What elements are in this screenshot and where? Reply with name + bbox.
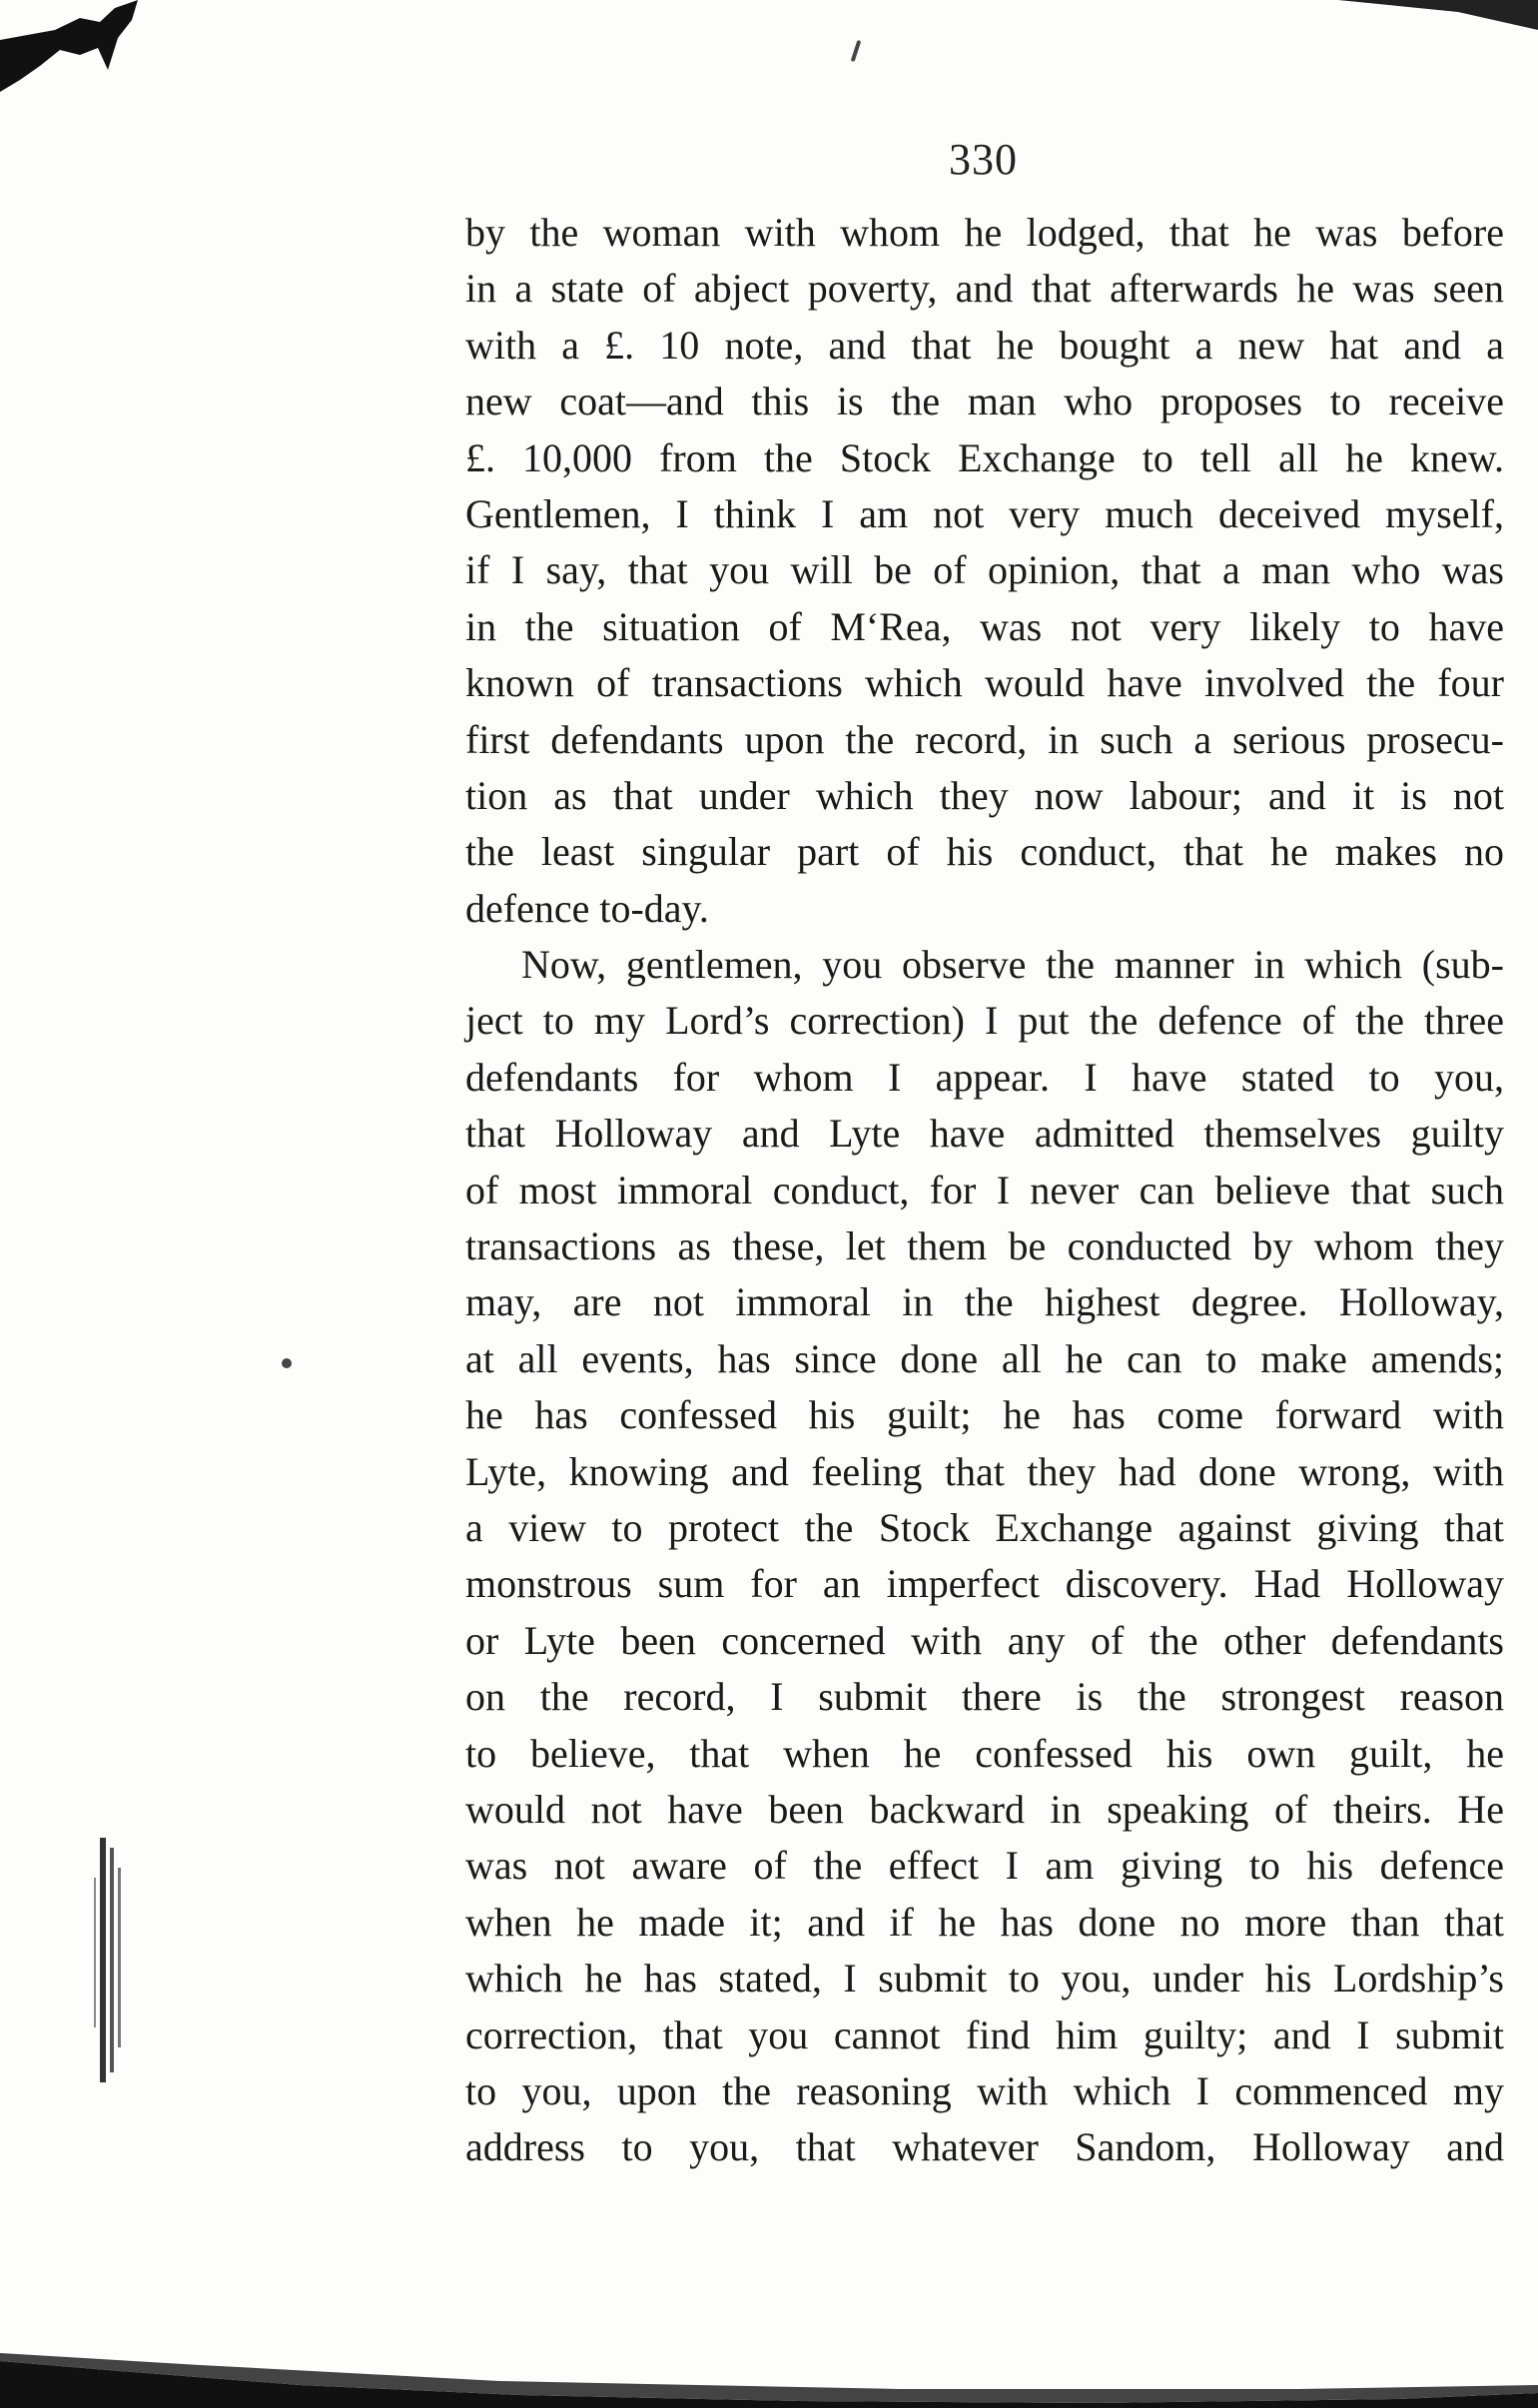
scan-edge-artifact-top-left — [0, 0, 145, 92]
text-line: when he made it; and if he has done no more than that — [465, 1899, 1504, 1945]
binding-shadow-artifact — [82, 1838, 142, 2082]
text-line: defendants for whom I appear. I have stated to you, — [465, 1054, 1504, 1100]
text-line: transactions as these, let them be conducted by whom they — [465, 1223, 1504, 1269]
text-line: which he has stated, I submit to you, under his Lordship’s — [465, 1956, 1504, 2002]
scan-edge-artifact-top-right — [1338, 0, 1538, 40]
text-line: address to you, that whatever Sandom, Holloway and — [465, 2124, 1504, 2170]
text-line: by the woman with whom he lodged, that he was before — [465, 210, 1504, 255]
body-text — [465, 205, 1504, 2176]
text-line: he has confessed his guilt; he has come forward with — [465, 1392, 1504, 1438]
text-line: monstrous sum for an imperfect discovery. Had Holloway — [465, 1561, 1504, 1607]
scan-speck — [282, 1358, 292, 1368]
text-line: new coat—and this is the man who proposes to receive — [465, 379, 1504, 424]
text-line: a view to protect the Stock Exchange against giving that — [465, 1504, 1504, 1550]
text-line: with a £. 10 note, and that he bought a new hat and a — [465, 322, 1504, 368]
text-line: the least singular part of his conduct, that he makes no — [465, 829, 1504, 875]
scan-speck — [851, 40, 862, 62]
text-line: or Lyte been concerned with any of the other defendants — [465, 1617, 1504, 1663]
text-line: may, are not immoral in the highest degree. Holloway, — [465, 1279, 1504, 1325]
text-line: first defendants upon the record, in such a serious prosecu- — [465, 716, 1504, 762]
text-line: Gentlemen, I think I am not very much deceived myself, — [465, 490, 1504, 536]
text-line: known of transactions which would have involved the four — [465, 660, 1504, 706]
text-line: that Holloway and Lyte have admitted themselves guilty — [465, 1111, 1504, 1157]
text-line: in a state of abject poverty, and that afterwards he was seen — [465, 266, 1504, 312]
paragraph-start-line: Now, gentlemen, you observe the manner in which (sub- — [521, 942, 1504, 988]
text-line: £. 10,000 from the Stock Exchange to tell all he knew. — [465, 434, 1504, 480]
text-line: correction, that you cannot find him guilty; and I submit — [465, 2011, 1504, 2057]
text-line: in the situation of M‘Rea, was not very likely to have — [465, 603, 1504, 649]
text-line: was not aware of the effect I am giving to his defence — [465, 1843, 1504, 1889]
paragraph-end-line: defence to-day. — [465, 885, 709, 931]
text-line: on the record, I submit there is the strongest reason — [465, 1674, 1504, 1720]
text-line: of most immoral conduct, for I never can believe that such — [465, 1167, 1504, 1212]
scan-edge-artifact-bottom — [0, 2323, 1538, 2408]
text-line: to you, upon the reasoning with which I commenced my — [465, 2067, 1504, 2113]
text-line: to believe, that when he confessed his own guilt, he — [465, 1730, 1504, 1776]
text-line: Lyte, knowing and feeling that they had done wrong, with — [465, 1448, 1504, 1494]
text-line: tion as that under which they now labour; and it is not — [465, 772, 1504, 818]
text-line: would not have been backward in speaking of theirs. He — [465, 1786, 1504, 1832]
text-line: if I say, that you will be of opinion, that a man who was — [465, 547, 1504, 593]
page-number: 330 — [949, 135, 1018, 184]
text-line: at all events, has since done all he can to make amends; — [465, 1335, 1504, 1381]
text-line: ject to my Lord’s correction) I put the defence of the three — [465, 998, 1504, 1044]
